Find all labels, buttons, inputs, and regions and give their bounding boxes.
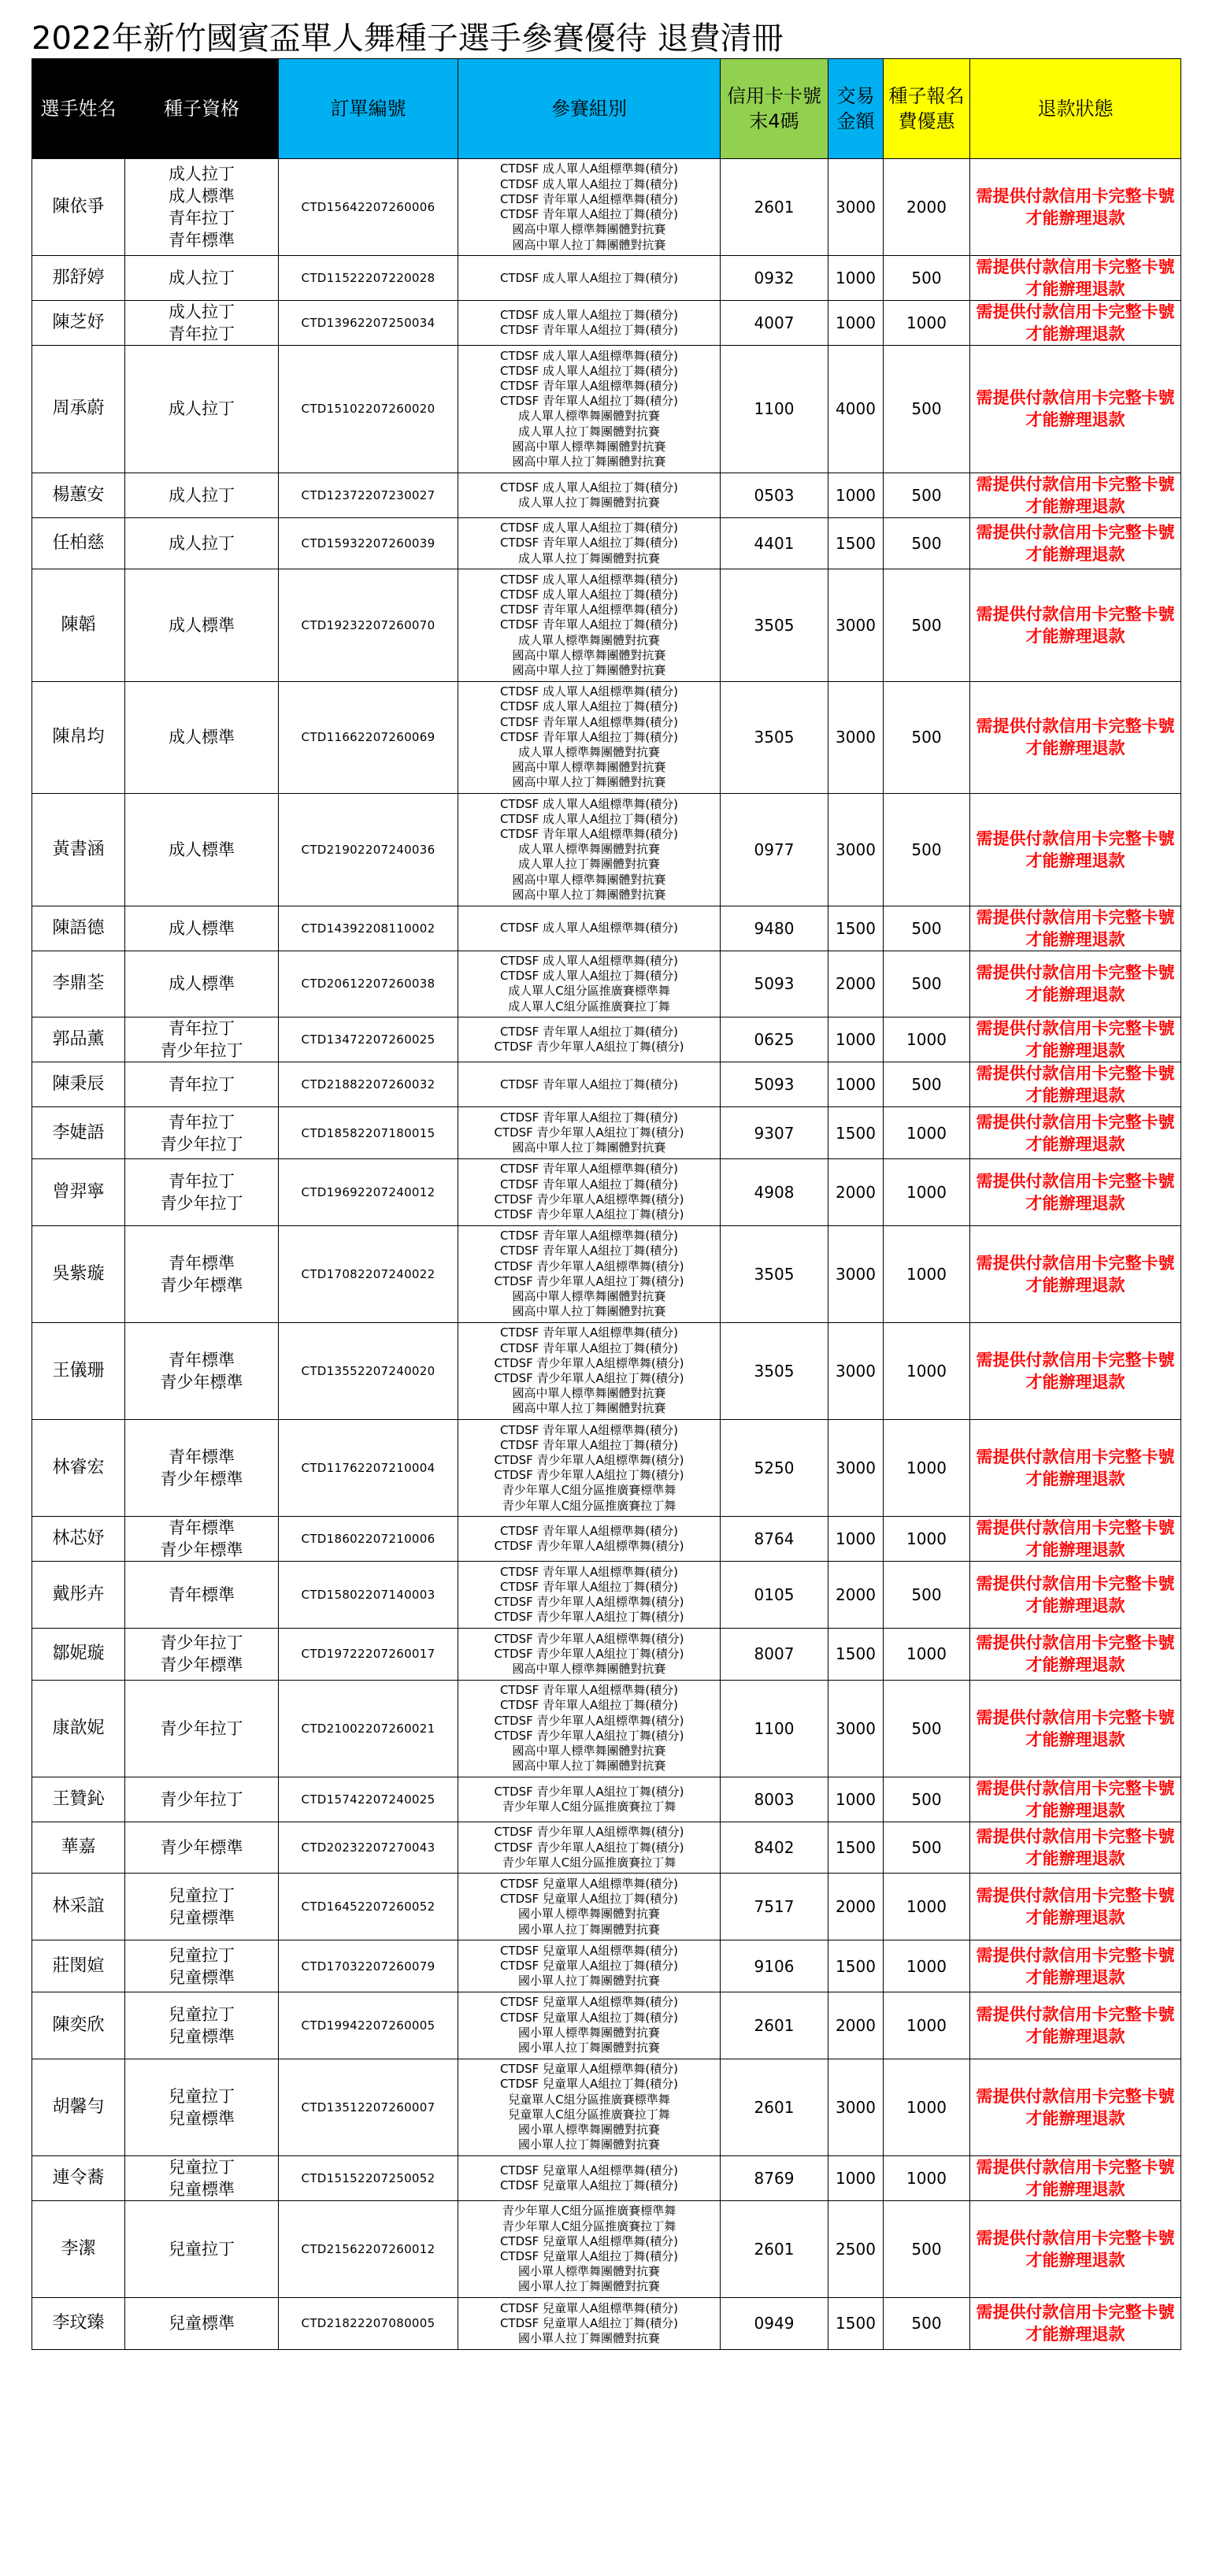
cell-player-name: 陳依爭 <box>32 159 125 256</box>
cell-seed-qualification: 青少年拉丁 <box>125 1777 279 1822</box>
cell-transaction-amount: 3000 <box>828 1680 884 1777</box>
cell-card-last4: 2601 <box>721 2200 828 2297</box>
table-row <box>32 794 1181 906</box>
table-row <box>32 2155 1181 2200</box>
cell-seed-qualification: 青年標準 青少年標準 <box>125 1517 279 1562</box>
cell-entry-groups: CTDSF 成人單人A組拉丁舞(積分) 成人單人拉丁舞團體對抗賽 <box>458 473 721 517</box>
table-row <box>32 1680 1181 1777</box>
cell-transaction-amount: 1000 <box>828 256 884 301</box>
cell-seed-discount: 1000 <box>884 1629 970 1681</box>
cell-seed-discount: 500 <box>884 2200 970 2297</box>
cell-card-last4: 9480 <box>721 906 828 951</box>
cell-transaction-amount: 1000 <box>828 473 884 517</box>
cell-seed-qualification: 兒童拉丁 兒童標準 <box>125 1992 279 2059</box>
cell-seed-qualification: 兒童標準 <box>125 2298 279 2350</box>
table-row <box>32 1562 1181 1629</box>
cell-order-number: CTD15152207250052 <box>279 2155 458 2200</box>
table-row <box>32 1874 1181 1940</box>
refund-roster-table <box>32 58 1181 2350</box>
cell-refund-status: 需提供付款信用卡完整卡號才能辦理退款 <box>970 1629 1181 1681</box>
cell-order-number: CTD19942207260005 <box>279 1992 458 2059</box>
cell-transaction-amount: 1000 <box>828 1017 884 1062</box>
cell-transaction-amount: 1500 <box>828 906 884 951</box>
cell-order-number: CTD17032207260079 <box>279 1940 458 1992</box>
cell-seed-qualification: 青年拉丁 青少年拉丁 <box>125 1017 279 1062</box>
cell-order-number: CTD16452207260052 <box>279 1874 458 1940</box>
cell-order-number: CTD18582207180015 <box>279 1107 458 1159</box>
cell-player-name: 戴彤卉 <box>32 1562 125 1629</box>
cell-player-name: 李潔 <box>32 2200 125 2297</box>
cell-seed-discount: 1000 <box>884 1225 970 1322</box>
cell-transaction-amount: 3000 <box>828 2059 884 2155</box>
cell-refund-status: 需提供付款信用卡完整卡號才能辦理退款 <box>970 2298 1181 2350</box>
cell-transaction-amount: 2000 <box>828 951 884 1017</box>
cell-entry-groups: CTDSF 青少年單人A組標準舞(積分) CTDSF 青少年單人A組拉丁舞(積分) 國高中單人標準舞團體對抗賽 <box>458 1629 721 1681</box>
cell-order-number: CTD14392208110002 <box>279 906 458 951</box>
cell-seed-discount: 500 <box>884 569 970 681</box>
cell-card-last4: 0977 <box>721 794 828 906</box>
cell-card-last4: 8402 <box>721 1822 828 1874</box>
cell-player-name: 李玟臻 <box>32 2298 125 2350</box>
cell-player-name: 陳帛均 <box>32 681 125 793</box>
cell-seed-discount: 500 <box>884 1062 970 1107</box>
cell-entry-groups: CTDSF 成人單人A組拉丁舞(積分) <box>458 256 721 301</box>
cell-seed-discount: 500 <box>884 1822 970 1874</box>
cell-entry-groups: CTDSF 青年單人A組標準舞(積分) CTDSF 青年單人A組拉丁舞(積分) CTDSF 青少年單人A組標準舞(積分) CTDSF 青少年單人A組拉丁舞(積分) 青少年單人C組分區推廣賽標準舞 青少年單人C組分區推廣賽拉丁舞 <box>458 1420 721 1517</box>
cell-transaction-amount: 2000 <box>828 1874 884 1940</box>
cell-entry-groups: CTDSF 成人單人A組標準舞(積分) CTDSF 成人單人A組拉丁舞(積分) CTDSF 青年單人A組標準舞(積分) 成人單人標準舞團體對抗賽 成人單人拉丁舞團體對抗賽 國高中單人標準舞團體對抗賽 國高中單人拉丁舞團體對抗賽 <box>458 794 721 906</box>
cell-refund-status: 需提供付款信用卡完整卡號才能辦理退款 <box>970 794 1181 906</box>
cell-order-number: CTD13472207260025 <box>279 1017 458 1062</box>
table-row <box>32 681 1181 793</box>
cell-card-last4: 0949 <box>721 2298 828 2350</box>
cell-entry-groups: CTDSF 兒童單人A組標準舞(積分) CTDSF 兒童單人A組拉丁舞(積分) 國小單人拉丁舞團體對抗賽 <box>458 1940 721 1992</box>
cell-entry-groups: CTDSF 青年單人A組標準舞(積分) CTDSF 青年單人A組拉丁舞(積分) CTDSF 青少年單人A組標準舞(積分) CTDSF 青少年單人A組拉丁舞(積分) 國高中單人標準舞團體對抗賽 國高中單人拉丁舞團體對抗賽 <box>458 1225 721 1322</box>
cell-refund-status: 需提供付款信用卡完整卡號才能辦理退款 <box>970 569 1181 681</box>
cell-order-number: CTD12372207230027 <box>279 473 458 517</box>
cell-refund-status: 需提供付款信用卡完整卡號才能辦理退款 <box>970 1420 1181 1517</box>
cell-card-last4: 0932 <box>721 256 828 301</box>
cell-seed-discount: 1000 <box>884 1517 970 1562</box>
cell-refund-status: 需提供付款信用卡完整卡號才能辦理退款 <box>970 1822 1181 1874</box>
cell-order-number: CTD15642207260006 <box>279 159 458 256</box>
cell-order-number: CTD20232207270043 <box>279 1822 458 1874</box>
cell-entry-groups: CTDSF 青少年單人A組拉丁舞(積分) 青少年單人C組分區推廣賽拉丁舞 <box>458 1777 721 1822</box>
cell-seed-qualification: 成人標準 <box>125 681 279 793</box>
cell-player-name: 康歆妮 <box>32 1680 125 1777</box>
cell-seed-qualification: 青年標準 青少年標準 <box>125 1225 279 1322</box>
cell-player-name: 吳紫璇 <box>32 1225 125 1322</box>
cell-player-name: 周承蔚 <box>32 346 125 473</box>
cell-refund-status: 需提供付款信用卡完整卡號才能辦理退款 <box>970 1322 1181 1419</box>
table-row <box>32 1940 1181 1992</box>
header-qualification: 種子資格 <box>125 59 279 159</box>
table-row <box>32 1822 1181 1874</box>
table-row <box>32 473 1181 517</box>
cell-refund-status: 需提供付款信用卡完整卡號才能辦理退款 <box>970 1777 1181 1822</box>
cell-refund-status: 需提供付款信用卡完整卡號才能辦理退款 <box>970 301 1181 346</box>
cell-transaction-amount: 3000 <box>828 1225 884 1322</box>
cell-refund-status: 需提供付款信用卡完整卡號才能辦理退款 <box>970 1225 1181 1322</box>
cell-seed-qualification: 兒童拉丁 兒童標準 <box>125 1874 279 1940</box>
cell-order-number: CTD21882207260032 <box>279 1062 458 1107</box>
cell-order-number: CTD15932207260039 <box>279 517 458 569</box>
cell-seed-qualification: 青年拉丁 青少年拉丁 <box>125 1107 279 1159</box>
cell-player-name: 鄒妮璇 <box>32 1629 125 1681</box>
cell-entry-groups: CTDSF 兒童單人A組標準舞(積分) CTDSF 兒童單人A組拉丁舞(積分) 國小單人標準舞團體對抗賽 國小單人拉丁舞團體對抗賽 <box>458 1874 721 1940</box>
header-row <box>32 59 1181 159</box>
cell-entry-groups: CTDSF 兒童單人A組標準舞(積分) CTDSF 兒童單人A組拉丁舞(積分) <box>458 2155 721 2200</box>
cell-transaction-amount: 1500 <box>828 1107 884 1159</box>
cell-card-last4: 8003 <box>721 1777 828 1822</box>
table-row <box>32 1158 1181 1225</box>
cell-player-name: 陳奕欣 <box>32 1992 125 2059</box>
cell-transaction-amount: 1000 <box>828 2155 884 2200</box>
cell-seed-discount: 500 <box>884 346 970 473</box>
cell-seed-qualification: 青年拉丁 青少年拉丁 <box>125 1158 279 1225</box>
cell-refund-status: 需提供付款信用卡完整卡號才能辦理退款 <box>970 1107 1181 1159</box>
cell-order-number: CTD21562207260012 <box>279 2200 458 2297</box>
cell-seed-discount: 1000 <box>884 2059 970 2155</box>
cell-card-last4: 3505 <box>721 1322 828 1419</box>
cell-transaction-amount: 3000 <box>828 569 884 681</box>
cell-seed-qualification: 成人標準 <box>125 569 279 681</box>
cell-transaction-amount: 3000 <box>828 1420 884 1517</box>
cell-player-name: 陳秉辰 <box>32 1062 125 1107</box>
cell-card-last4: 8769 <box>721 2155 828 2200</box>
cell-seed-qualification: 兒童拉丁 兒童標準 <box>125 1940 279 1992</box>
cell-transaction-amount: 2000 <box>828 1992 884 2059</box>
cell-seed-qualification: 成人拉丁 <box>125 256 279 301</box>
table-row <box>32 1777 1181 1822</box>
cell-refund-status: 需提供付款信用卡完整卡號才能辦理退款 <box>970 1562 1181 1629</box>
cell-card-last4: 5093 <box>721 1062 828 1107</box>
table-row <box>32 2298 1181 2350</box>
cell-player-name: 陳芝妤 <box>32 301 125 346</box>
cell-transaction-amount: 1000 <box>828 1517 884 1562</box>
cell-seed-qualification: 兒童拉丁 兒童標準 <box>125 2059 279 2155</box>
cell-refund-status: 需提供付款信用卡完整卡號才能辦理退款 <box>970 1517 1181 1562</box>
table-row <box>32 1107 1181 1159</box>
cell-order-number: CTD19722207260017 <box>279 1629 458 1681</box>
cell-refund-status: 需提供付款信用卡完整卡號才能辦理退款 <box>970 1940 1181 1992</box>
cell-transaction-amount: 1000 <box>828 301 884 346</box>
cell-transaction-amount: 1000 <box>828 1777 884 1822</box>
cell-order-number: CTD13552207240020 <box>279 1322 458 1419</box>
cell-player-name: 王贊鈊 <box>32 1777 125 1822</box>
cell-entry-groups: CTDSF 青少年單人A組標準舞(積分) CTDSF 青少年單人A組拉丁舞(積分) 青少年單人C組分區推廣賽拉丁舞 <box>458 1822 721 1874</box>
cell-order-number: CTD21902207240036 <box>279 794 458 906</box>
cell-seed-discount: 500 <box>884 256 970 301</box>
table-row <box>32 2059 1181 2155</box>
table-row <box>32 1420 1181 1517</box>
cell-transaction-amount: 1500 <box>828 1822 884 1874</box>
cell-player-name: 林采誼 <box>32 1874 125 1940</box>
cell-seed-qualification: 青年標準 青少年標準 <box>125 1322 279 1419</box>
cell-seed-qualification: 青少年拉丁 青少年標準 <box>125 1629 279 1681</box>
cell-refund-status: 需提供付款信用卡完整卡號才能辦理退款 <box>970 1680 1181 1777</box>
table-row <box>32 1062 1181 1107</box>
cell-seed-discount: 500 <box>884 794 970 906</box>
cell-seed-discount: 1000 <box>884 1017 970 1062</box>
cell-seed-discount: 1000 <box>884 1940 970 1992</box>
cell-card-last4: 4908 <box>721 1158 828 1225</box>
cell-seed-discount: 1000 <box>884 1322 970 1419</box>
cell-card-last4: 2601 <box>721 1992 828 2059</box>
cell-refund-status: 需提供付款信用卡完整卡號才能辦理退款 <box>970 2200 1181 2297</box>
cell-seed-qualification: 成人標準 <box>125 794 279 906</box>
cell-refund-status: 需提供付款信用卡完整卡號才能辦理退款 <box>970 256 1181 301</box>
table-row <box>32 1992 1181 2059</box>
cell-player-name: 郭品薰 <box>32 1017 125 1062</box>
table-row <box>32 346 1181 473</box>
cell-order-number: CTD18602207210006 <box>279 1517 458 1562</box>
cell-transaction-amount: 2000 <box>828 1562 884 1629</box>
cell-transaction-amount: 1500 <box>828 1629 884 1681</box>
cell-seed-discount: 1000 <box>884 1107 970 1159</box>
cell-seed-discount: 1000 <box>884 1158 970 1225</box>
cell-transaction-amount: 4000 <box>828 346 884 473</box>
cell-refund-status: 需提供付款信用卡完整卡號才能辦理退款 <box>970 2059 1181 2155</box>
cell-card-last4: 8764 <box>721 1517 828 1562</box>
cell-entry-groups: CTDSF 兒童單人A組標準舞(積分) CTDSF 兒童單人A組拉丁舞(積分) 兒童單人C組分區推廣賽標準舞 兒童單人C組分區推廣賽拉丁舞 國小單人標準舞團體對抗賽 國小單人拉丁舞團體對抗賽 <box>458 2059 721 2155</box>
cell-entry-groups: CTDSF 成人單人A組標準舞(積分) CTDSF 成人單人A組拉丁舞(積分) 成人單人C組分區推廣賽標準舞 成人單人C組分區推廣賽拉丁舞 <box>458 951 721 1017</box>
cell-seed-discount: 500 <box>884 517 970 569</box>
cell-transaction-amount: 3000 <box>828 681 884 793</box>
cell-seed-discount: 500 <box>884 951 970 1017</box>
cell-transaction-amount: 2000 <box>828 1158 884 1225</box>
header-discount: 種子報名 費優惠 <box>884 59 970 159</box>
cell-seed-qualification: 兒童拉丁 兒童標準 <box>125 2155 279 2200</box>
cell-card-last4: 3505 <box>721 681 828 793</box>
cell-card-last4: 2601 <box>721 159 828 256</box>
cell-entry-groups: CTDSF 青年單人A組拉丁舞(積分) CTDSF 青少年單人A組拉丁舞(積分) 國高中單人拉丁舞團體對抗賽 <box>458 1107 721 1159</box>
cell-seed-discount: 500 <box>884 1680 970 1777</box>
table-row <box>32 1017 1181 1062</box>
cell-player-name: 連令蕎 <box>32 2155 125 2200</box>
cell-player-name: 曾羿寧 <box>32 1158 125 1225</box>
cell-seed-qualification: 成人拉丁 <box>125 473 279 517</box>
cell-refund-status: 需提供付款信用卡完整卡號才能辦理退款 <box>970 159 1181 256</box>
page-title: 2022年新竹國賓盃單人舞種子選手參賽優待 退費清冊 <box>32 20 784 57</box>
cell-entry-groups: 青少年單人C組分區推廣賽標準舞 青少年單人C組分區推廣賽拉丁舞 CTDSF 兒童單人A組標準舞(積分) CTDSF 兒童單人A組拉丁舞(積分) 國小單人標準舞團體對抗賽 國小單人拉丁舞團體對抗賽 <box>458 2200 721 2297</box>
cell-seed-qualification: 成人拉丁 成人標準 青年拉丁 青年標準 <box>125 159 279 256</box>
table-row <box>32 159 1181 256</box>
cell-seed-discount: 2000 <box>884 159 970 256</box>
header-amount: 交易 金額 <box>828 59 884 159</box>
table-row <box>32 517 1181 569</box>
table-row <box>32 256 1181 301</box>
cell-order-number: CTD13962207250034 <box>279 301 458 346</box>
cell-refund-status: 需提供付款信用卡完整卡號才能辦理退款 <box>970 346 1181 473</box>
cell-seed-discount: 500 <box>884 473 970 517</box>
cell-card-last4: 9307 <box>721 1107 828 1159</box>
table-row <box>32 1322 1181 1419</box>
cell-card-last4: 2601 <box>721 2059 828 2155</box>
cell-transaction-amount: 1500 <box>828 1940 884 1992</box>
cell-order-number: CTD15802207140003 <box>279 1562 458 1629</box>
cell-order-number: CTD15742207240025 <box>279 1777 458 1822</box>
cell-seed-qualification: 青少年拉丁 <box>125 1680 279 1777</box>
cell-transaction-amount: 1500 <box>828 517 884 569</box>
cell-entry-groups: CTDSF 成人單人A組標準舞(積分) CTDSF 成人單人A組拉丁舞(積分) CTDSF 青年單人A組標準舞(積分) CTDSF 青年單人A組拉丁舞(積分) 成人單人標準舞團體對抗賽 國高中單人標準舞團體對抗賽 國高中單人拉丁舞團體對抗賽 <box>458 569 721 681</box>
cell-card-last4: 4007 <box>721 301 828 346</box>
header-card: 信用卡卡號 末4碼 <box>721 59 828 159</box>
cell-player-name: 林芯妤 <box>32 1517 125 1562</box>
cell-player-name: 李婕語 <box>32 1107 125 1159</box>
cell-refund-status: 需提供付款信用卡完整卡號才能辦理退款 <box>970 473 1181 517</box>
cell-seed-discount: 500 <box>884 1562 970 1629</box>
cell-player-name: 王儀珊 <box>32 1322 125 1419</box>
cell-card-last4: 8007 <box>721 1629 828 1681</box>
table-row <box>32 1629 1181 1681</box>
cell-entry-groups: CTDSF 成人單人A組標準舞(積分) CTDSF 成人單人A組拉丁舞(積分) CTDSF 青年單人A組標準舞(積分) CTDSF 青年單人A組拉丁舞(積分) 成人單人標準舞團體對抗賽 成人單人拉丁舞團體對抗賽 國高中單人標準舞團體對抗賽 國高中單人拉丁舞團體對抗賽 <box>458 346 721 473</box>
cell-entry-groups: CTDSF 成人單人A組標準舞(積分) <box>458 906 721 951</box>
cell-seed-qualification: 成人拉丁 青年拉丁 <box>125 301 279 346</box>
table-row <box>32 951 1181 1017</box>
cell-refund-status: 需提供付款信用卡完整卡號才能辦理退款 <box>970 1992 1181 2059</box>
cell-entry-groups: CTDSF 青年單人A組標準舞(積分) CTDSF 青少年單人A組標準舞(積分) <box>458 1517 721 1562</box>
cell-transaction-amount: 3000 <box>828 1322 884 1419</box>
cell-order-number: CTD21002207260021 <box>279 1680 458 1777</box>
cell-seed-qualification: 青年拉丁 <box>125 1062 279 1107</box>
cell-player-name: 任柏慈 <box>32 517 125 569</box>
cell-seed-discount: 1000 <box>884 1992 970 2059</box>
table-row <box>32 301 1181 346</box>
cell-order-number: CTD19232207260070 <box>279 569 458 681</box>
cell-transaction-amount: 3000 <box>828 794 884 906</box>
cell-order-number: CTD17082207240022 <box>279 1225 458 1322</box>
header-name: 選手姓名 <box>32 59 125 159</box>
cell-order-number: CTD20612207260038 <box>279 951 458 1017</box>
cell-player-name: 胡馨勻 <box>32 2059 125 2155</box>
cell-refund-status: 需提供付款信用卡完整卡號才能辦理退款 <box>970 1017 1181 1062</box>
cell-entry-groups: CTDSF 青年單人A組拉丁舞(積分) CTDSF 青少年單人A組拉丁舞(積分) <box>458 1017 721 1062</box>
table-row <box>32 1225 1181 1322</box>
cell-card-last4: 1100 <box>721 1680 828 1777</box>
table-body <box>32 159 1181 2350</box>
cell-seed-qualification: 青年標準 <box>125 1562 279 1629</box>
cell-seed-discount: 1000 <box>884 1874 970 1940</box>
cell-player-name: 華嘉 <box>32 1822 125 1874</box>
cell-player-name: 黃書涵 <box>32 794 125 906</box>
cell-entry-groups: CTDSF 成人單人A組拉丁舞(積分) CTDSF 青年單人A組拉丁舞(積分) <box>458 301 721 346</box>
header-order: 訂單編號 <box>279 59 458 159</box>
cell-seed-qualification: 兒童拉丁 <box>125 2200 279 2297</box>
cell-refund-status: 需提供付款信用卡完整卡號才能辦理退款 <box>970 517 1181 569</box>
cell-card-last4: 0503 <box>721 473 828 517</box>
cell-player-name: 楊蕙安 <box>32 473 125 517</box>
cell-card-last4: 5093 <box>721 951 828 1017</box>
cell-entry-groups: CTDSF 成人單人A組拉丁舞(積分) CTDSF 青年單人A組拉丁舞(積分) 成人單人拉丁舞團體對抗賽 <box>458 517 721 569</box>
cell-seed-discount: 1000 <box>884 1420 970 1517</box>
cell-seed-qualification: 成人拉丁 <box>125 517 279 569</box>
cell-entry-groups: CTDSF 成人單人A組標準舞(積分) CTDSF 成人單人A組拉丁舞(積分) CTDSF 青年單人A組標準舞(積分) CTDSF 青年單人A組拉丁舞(積分) 國高中單人標準舞團體對抗賽 國高中單人拉丁舞團體對抗賽 <box>458 159 721 256</box>
table-row <box>32 2200 1181 2297</box>
cell-order-number: CTD13512207260007 <box>279 2059 458 2155</box>
cell-order-number: CTD11662207260069 <box>279 681 458 793</box>
table-row <box>32 569 1181 681</box>
cell-player-name: 李鼎荃 <box>32 951 125 1017</box>
cell-card-last4: 5250 <box>721 1420 828 1517</box>
cell-transaction-amount: 1000 <box>828 1062 884 1107</box>
cell-entry-groups: CTDSF 青年單人A組標準舞(積分) CTDSF 青年單人A組拉丁舞(積分) CTDSF 青少年單人A組標準舞(積分) CTDSF 青少年單人A組拉丁舞(積分) <box>458 1562 721 1629</box>
cell-transaction-amount: 3000 <box>828 159 884 256</box>
cell-transaction-amount: 1500 <box>828 2298 884 2350</box>
cell-card-last4: 4401 <box>721 517 828 569</box>
cell-order-number: CTD19692207240012 <box>279 1158 458 1225</box>
cell-refund-status: 需提供付款信用卡完整卡號才能辦理退款 <box>970 681 1181 793</box>
table-row <box>32 1517 1181 1562</box>
cell-order-number: CTD11762207210004 <box>279 1420 458 1517</box>
cell-player-name: 那舒婷 <box>32 256 125 301</box>
cell-card-last4: 1100 <box>721 346 828 473</box>
cell-seed-discount: 500 <box>884 681 970 793</box>
cell-order-number: CTD21822207080005 <box>279 2298 458 2350</box>
cell-card-last4: 9106 <box>721 1940 828 1992</box>
cell-card-last4: 7517 <box>721 1874 828 1940</box>
cell-refund-status: 需提供付款信用卡完整卡號才能辦理退款 <box>970 951 1181 1017</box>
cell-refund-status: 需提供付款信用卡完整卡號才能辦理退款 <box>970 1062 1181 1107</box>
cell-seed-discount: 500 <box>884 906 970 951</box>
cell-seed-qualification: 青年標準 青少年標準 <box>125 1420 279 1517</box>
cell-refund-status: 需提供付款信用卡完整卡號才能辦理退款 <box>970 906 1181 951</box>
cell-refund-status: 需提供付款信用卡完整卡號才能辦理退款 <box>970 1158 1181 1225</box>
header-groups: 參賽組別 <box>458 59 721 159</box>
cell-entry-groups: CTDSF 青年單人A組拉丁舞(積分) <box>458 1062 721 1107</box>
cell-order-number: CTD11522207220028 <box>279 256 458 301</box>
cell-card-last4: 0625 <box>721 1017 828 1062</box>
cell-player-name: 陳韜 <box>32 569 125 681</box>
cell-entry-groups: CTDSF 青年單人A組標準舞(積分) CTDSF 青年單人A組拉丁舞(積分) CTDSF 青少年單人A組標準舞(積分) CTDSF 青少年單人A組拉丁舞(積分) 國高中單人標準舞團體對抗賽 國高中單人拉丁舞團體對抗賽 <box>458 1680 721 1777</box>
cell-seed-discount: 1000 <box>884 2155 970 2200</box>
cell-seed-discount: 1000 <box>884 301 970 346</box>
cell-player-name: 陳語德 <box>32 906 125 951</box>
cell-card-last4: 0105 <box>721 1562 828 1629</box>
cell-player-name: 林睿宏 <box>32 1420 125 1517</box>
cell-seed-qualification: 成人標準 <box>125 951 279 1017</box>
header-status: 退款狀態 <box>970 59 1181 159</box>
cell-seed-qualification: 成人標準 <box>125 906 279 951</box>
cell-seed-discount: 500 <box>884 1777 970 1822</box>
cell-seed-discount: 500 <box>884 2298 970 2350</box>
cell-player-name: 莊閔媗 <box>32 1940 125 1992</box>
cell-seed-qualification: 青少年標準 <box>125 1822 279 1874</box>
cell-seed-qualification: 成人拉丁 <box>125 346 279 473</box>
cell-entry-groups: CTDSF 兒童單人A組標準舞(積分) CTDSF 兒童單人A組拉丁舞(積分) 國小單人標準舞團體對抗賽 國小單人拉丁舞團體對抗賽 <box>458 1992 721 2059</box>
cell-entry-groups: CTDSF 兒童單人A組標準舞(積分) CTDSF 兒童單人A組拉丁舞(積分) 國小單人拉丁舞團體對抗賽 <box>458 2298 721 2350</box>
cell-card-last4: 3505 <box>721 1225 828 1322</box>
cell-order-number: CTD15102207260020 <box>279 346 458 473</box>
cell-entry-groups: CTDSF 成人單人A組標準舞(積分) CTDSF 成人單人A組拉丁舞(積分) CTDSF 青年單人A組標準舞(積分) CTDSF 青年單人A組拉丁舞(積分) 成人單人標準舞團體對抗賽 國高中單人標準舞團體對抗賽 國高中單人拉丁舞團體對抗賽 <box>458 681 721 793</box>
cell-entry-groups: CTDSF 青年單人A組標準舞(積分) CTDSF 青年單人A組拉丁舞(積分) CTDSF 青少年單人A組標準舞(積分) CTDSF 青少年單人A組拉丁舞(積分) <box>458 1158 721 1225</box>
cell-card-last4: 3505 <box>721 569 828 681</box>
table-row <box>32 906 1181 951</box>
cell-refund-status: 需提供付款信用卡完整卡號才能辦理退款 <box>970 2155 1181 2200</box>
cell-refund-status: 需提供付款信用卡完整卡號才能辦理退款 <box>970 1874 1181 1940</box>
cell-transaction-amount: 2500 <box>828 2200 884 2297</box>
cell-entry-groups: CTDSF 青年單人A組標準舞(積分) CTDSF 青年單人A組拉丁舞(積分) CTDSF 青少年單人A組標準舞(積分) CTDSF 青少年單人A組拉丁舞(積分) 國高中單人標準舞團體對抗賽 國高中單人拉丁舞團體對抗賽 <box>458 1322 721 1419</box>
